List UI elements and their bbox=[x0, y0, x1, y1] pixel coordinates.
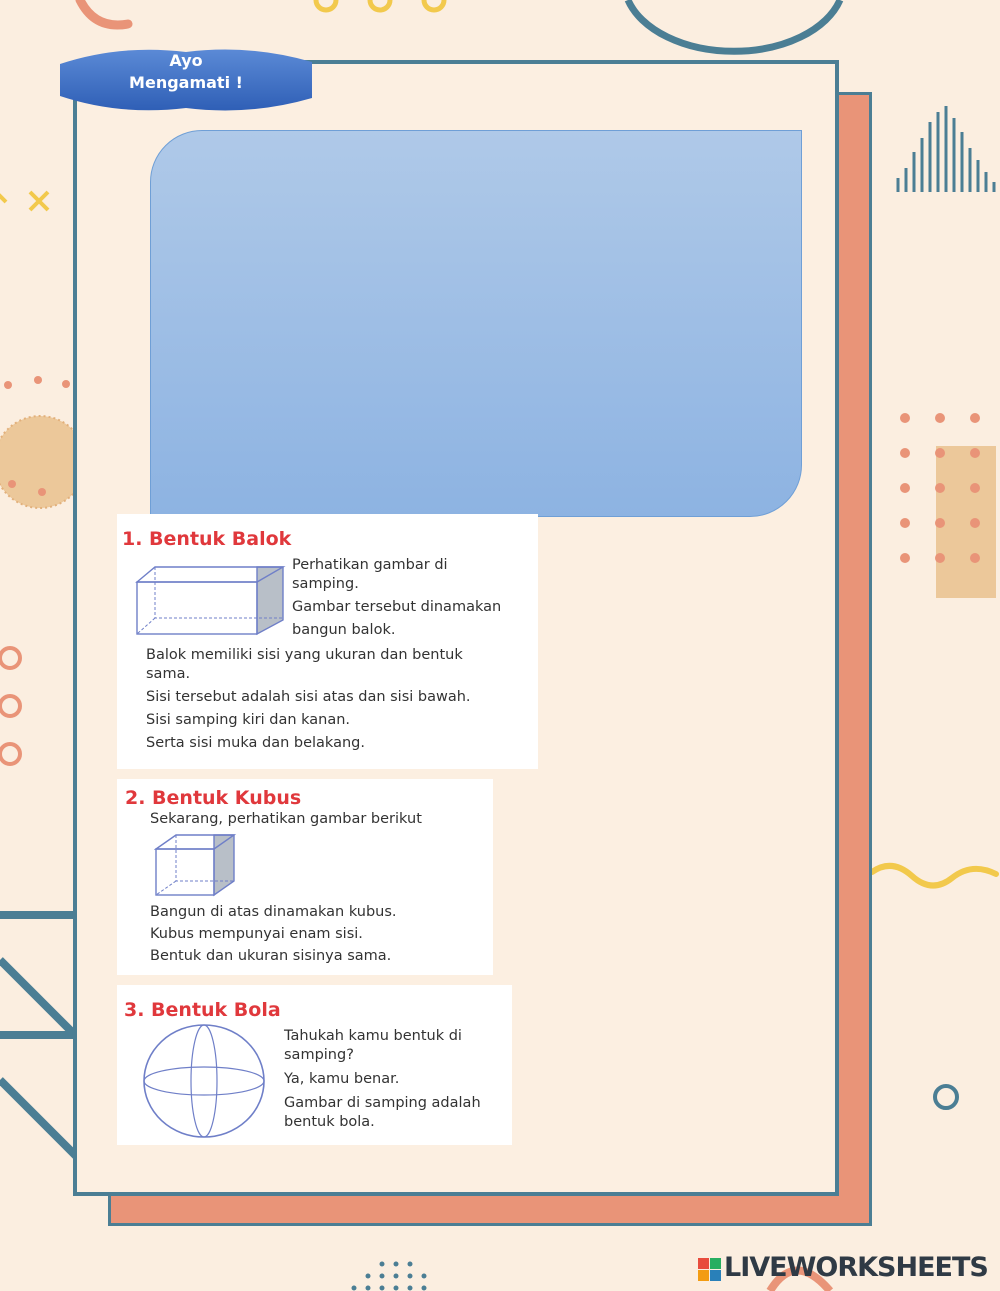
sphere-icon bbox=[142, 1023, 266, 1139]
liveworksheets-logo-icon bbox=[698, 1258, 722, 1282]
section-balok bbox=[117, 514, 538, 769]
text-line: Bangun di atas dinamakan kubus. bbox=[150, 904, 397, 920]
text-line: Balok memiliki sisi yang ukuran dan bentuk bbox=[146, 647, 463, 663]
banner-line-2: Mengamati ! bbox=[129, 73, 243, 92]
section-title: 2. Bentuk Kubus bbox=[125, 787, 302, 809]
text-line: Gambar di samping adalah bbox=[284, 1095, 481, 1111]
section-kubus bbox=[117, 779, 493, 975]
text-line: Gambar tersebut dinamakan bbox=[292, 599, 502, 615]
text-line: Perhatikan gambar di bbox=[292, 557, 448, 573]
text-line: bentuk bola. bbox=[284, 1114, 375, 1130]
text-line: samping. bbox=[292, 576, 359, 592]
section-title: 3. Bentuk Bola bbox=[124, 999, 281, 1021]
section-title: 1. Bentuk Balok bbox=[122, 528, 292, 550]
section-side-text bbox=[292, 556, 532, 640]
image-placeholder-box bbox=[150, 130, 802, 517]
section-intro-text: Sekarang, perhatikan gambar berikut bbox=[150, 811, 422, 827]
section-body-text bbox=[150, 903, 490, 966]
text-line: Sisi tersebut adalah sisi atas dan sisi bawah. bbox=[146, 689, 471, 705]
text-line: Ya, kamu benar. bbox=[284, 1071, 400, 1087]
liveworksheets-logo-text[interactable]: LIVEWORKSHEETS bbox=[724, 1252, 988, 1283]
banner-title bbox=[60, 50, 312, 94]
section-bola bbox=[117, 985, 512, 1145]
text-line: Serta sisi muka dan belakang. bbox=[146, 735, 365, 751]
text-line: Bentuk dan ukuran sisinya sama. bbox=[150, 948, 392, 964]
text-line: samping? bbox=[284, 1047, 354, 1063]
cube-icon bbox=[154, 833, 238, 899]
text-line: bangun balok. bbox=[292, 622, 396, 638]
banner-line-1: Ayo bbox=[169, 51, 203, 70]
cuboid-icon bbox=[135, 562, 295, 642]
text-line: Tahukah kamu bentuk di bbox=[284, 1028, 462, 1044]
text-line: Kubus mempunyai enam sisi. bbox=[150, 926, 363, 942]
text-line: Sisi samping kiri dan kanan. bbox=[146, 712, 351, 728]
section-body-text bbox=[146, 646, 536, 753]
text-line: sama. bbox=[146, 666, 191, 682]
section-side-text bbox=[284, 1027, 509, 1132]
